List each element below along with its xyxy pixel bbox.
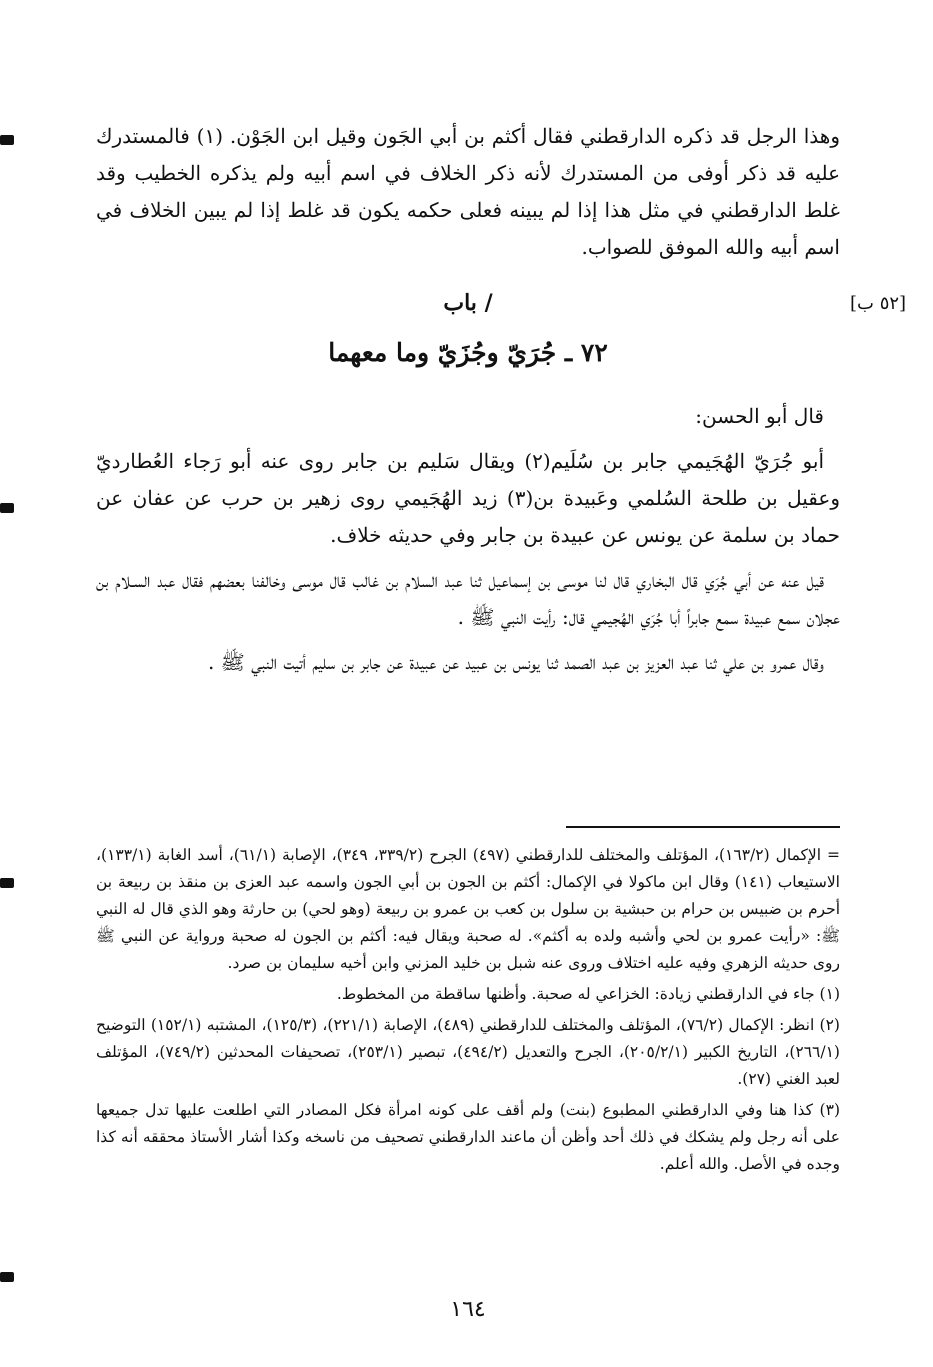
paragraph-qala: قال أبو الحسن: [695,404,824,428]
footnote-2: (٢) انظر: الإكمال (٧٦/٢)، المؤتلف والمختلف للدارقطني (٤٨٩)، الإصابة (٢٢١/١)، (١٢٥/٣)، المشتبه (١٥٢/١) التوضيح (٢٦٦/١)، التاريخ الكبير (٢٠٥/٢/١)، الجرح والتعديل (٤٩٤/٢)، تبصير (٢٥٣/١)، تصحيفات المحدثين (٧٤٩/٢)، المؤتلف لعبد الغني (٢٧). [96,1016,840,1088]
footnote-1: (١) جاء في الدارقطني زيادة: الخزاعي له صحبة. وأظنها ساقطة من المخطوط. [336,985,840,1003]
scan-edge-mark [0,1272,14,1282]
paragraph: قيل عنه عن أبي جُرَي قال البخاري قال لنا موسى بن إسماعيل ثنا عبد السلام بن غالب قال موسى وخالفنا بعضهم فقال عبد السـلام بن عجلان سمع عبيدة سمع جابراً أبا جُرَي الهُجيمي قال: رأيت النبي ﷺ . [96,568,840,629]
paragraph: وهذا الرجل قد ذكره الدارقطني فقال أكثم بن أبي الجَون وقيل ابن الجَوْن. (١) فالمستدرك عليه قد ذكر أوفى من المستدرك لأنه ذكر الخلاف في اسم أبيه ولم يذكره الخطيب وقد غلط الدارقطني في مثل هذا إذا لم يبينه فعلى حكمه يكون قد غلط إذا لم يبين الخلاف في اسم أبيه والله الموفق للصواب. [96,124,841,259]
scan-edge-mark [0,135,14,145]
page-number: ١٦٤ [450,1297,486,1322]
footnote-continued: = الإكمال (١٦٣/٢)، المؤتلف والمختلف للدارقطني (٤٩٧) الجرح (٣٣٩/٢، ٣٤٩)، الإصابة (٦١/١)، أسد الغابة (١٣٣/١)، الاستيعاب (١٤١) وقال ابن ماكولا في الإكمال: أكثم بن الجون بن أبي الجون واسمه عبد العزى بن منقذ بن ربيعة بن أحرم بن ضبيس بن حرام بن حبشية بن سلول بن كعب بن عمرو بن ربيعة (وهو لحي) بن حارثة وهو الذي قال له النبي ﷺ: «رأيت عمرو بن لحي وأشبه ولده به أكثم». له صحبة ويقال فيه: أكثم بن الجون له صحبة ورواية عن النبي ﷺ روى حديثه الزهري وفيه عليه اختلاف وروى عنه شبل بن خليد المزني وابن أخيه سليمان بن صرد. [96,846,840,972]
main-text-block-2 [96,398,840,681]
paragraph: وقال عمرو بن علي ثنا عبد العزيز بن عبد الصمد ثنا يونس بن عبيد عن عبيدة عن جابر بن سليم أتيت النبي ﷺ . [207,650,824,674]
footnote-separator [566,826,840,828]
footnotes [96,842,840,1178]
footnote-3: (٣) كذا هنا وفي الدارقطني المطبوع (بنت) ولم أقف على كونه امرأة فكل المصادر التي اطلعت عليها تدل جميعها على أنه رجل ولم يشكك في ذلك أحد وأظن أن ماعند الدارقطني تصحيف من ناسخه وكذا أشار الأستاذ محققه أنه كذا وجده في الأصل. والله أعلم. [96,1101,840,1173]
chapter-title: ٧٢ ـ جُرَيّ وجُزَيّ وما معهما [328,338,608,367]
scan-edge-mark [0,878,14,888]
scan-edge-mark [0,503,14,513]
main-text-block-1 [96,118,840,266]
section-heading: / باب [443,290,493,316]
manuscript-page-ref: [٥٢ ب] [850,293,907,314]
paragraph: أبو جُرَيّ الهُجَيمي جابر بن سُلَيم(٢) ويقال سَليم بن جابر روى عنه أبو رَجاء العُطارديّ وعقيل بن طلحة السُلمي وعَبيدة بن(٣) زيد الهُجَيمي روى زهير بن حرب عن عفان عن حماد بن سلمة عن يونس عن عبيدة بن جابر وفي حديثه خلاف. [96,449,840,547]
